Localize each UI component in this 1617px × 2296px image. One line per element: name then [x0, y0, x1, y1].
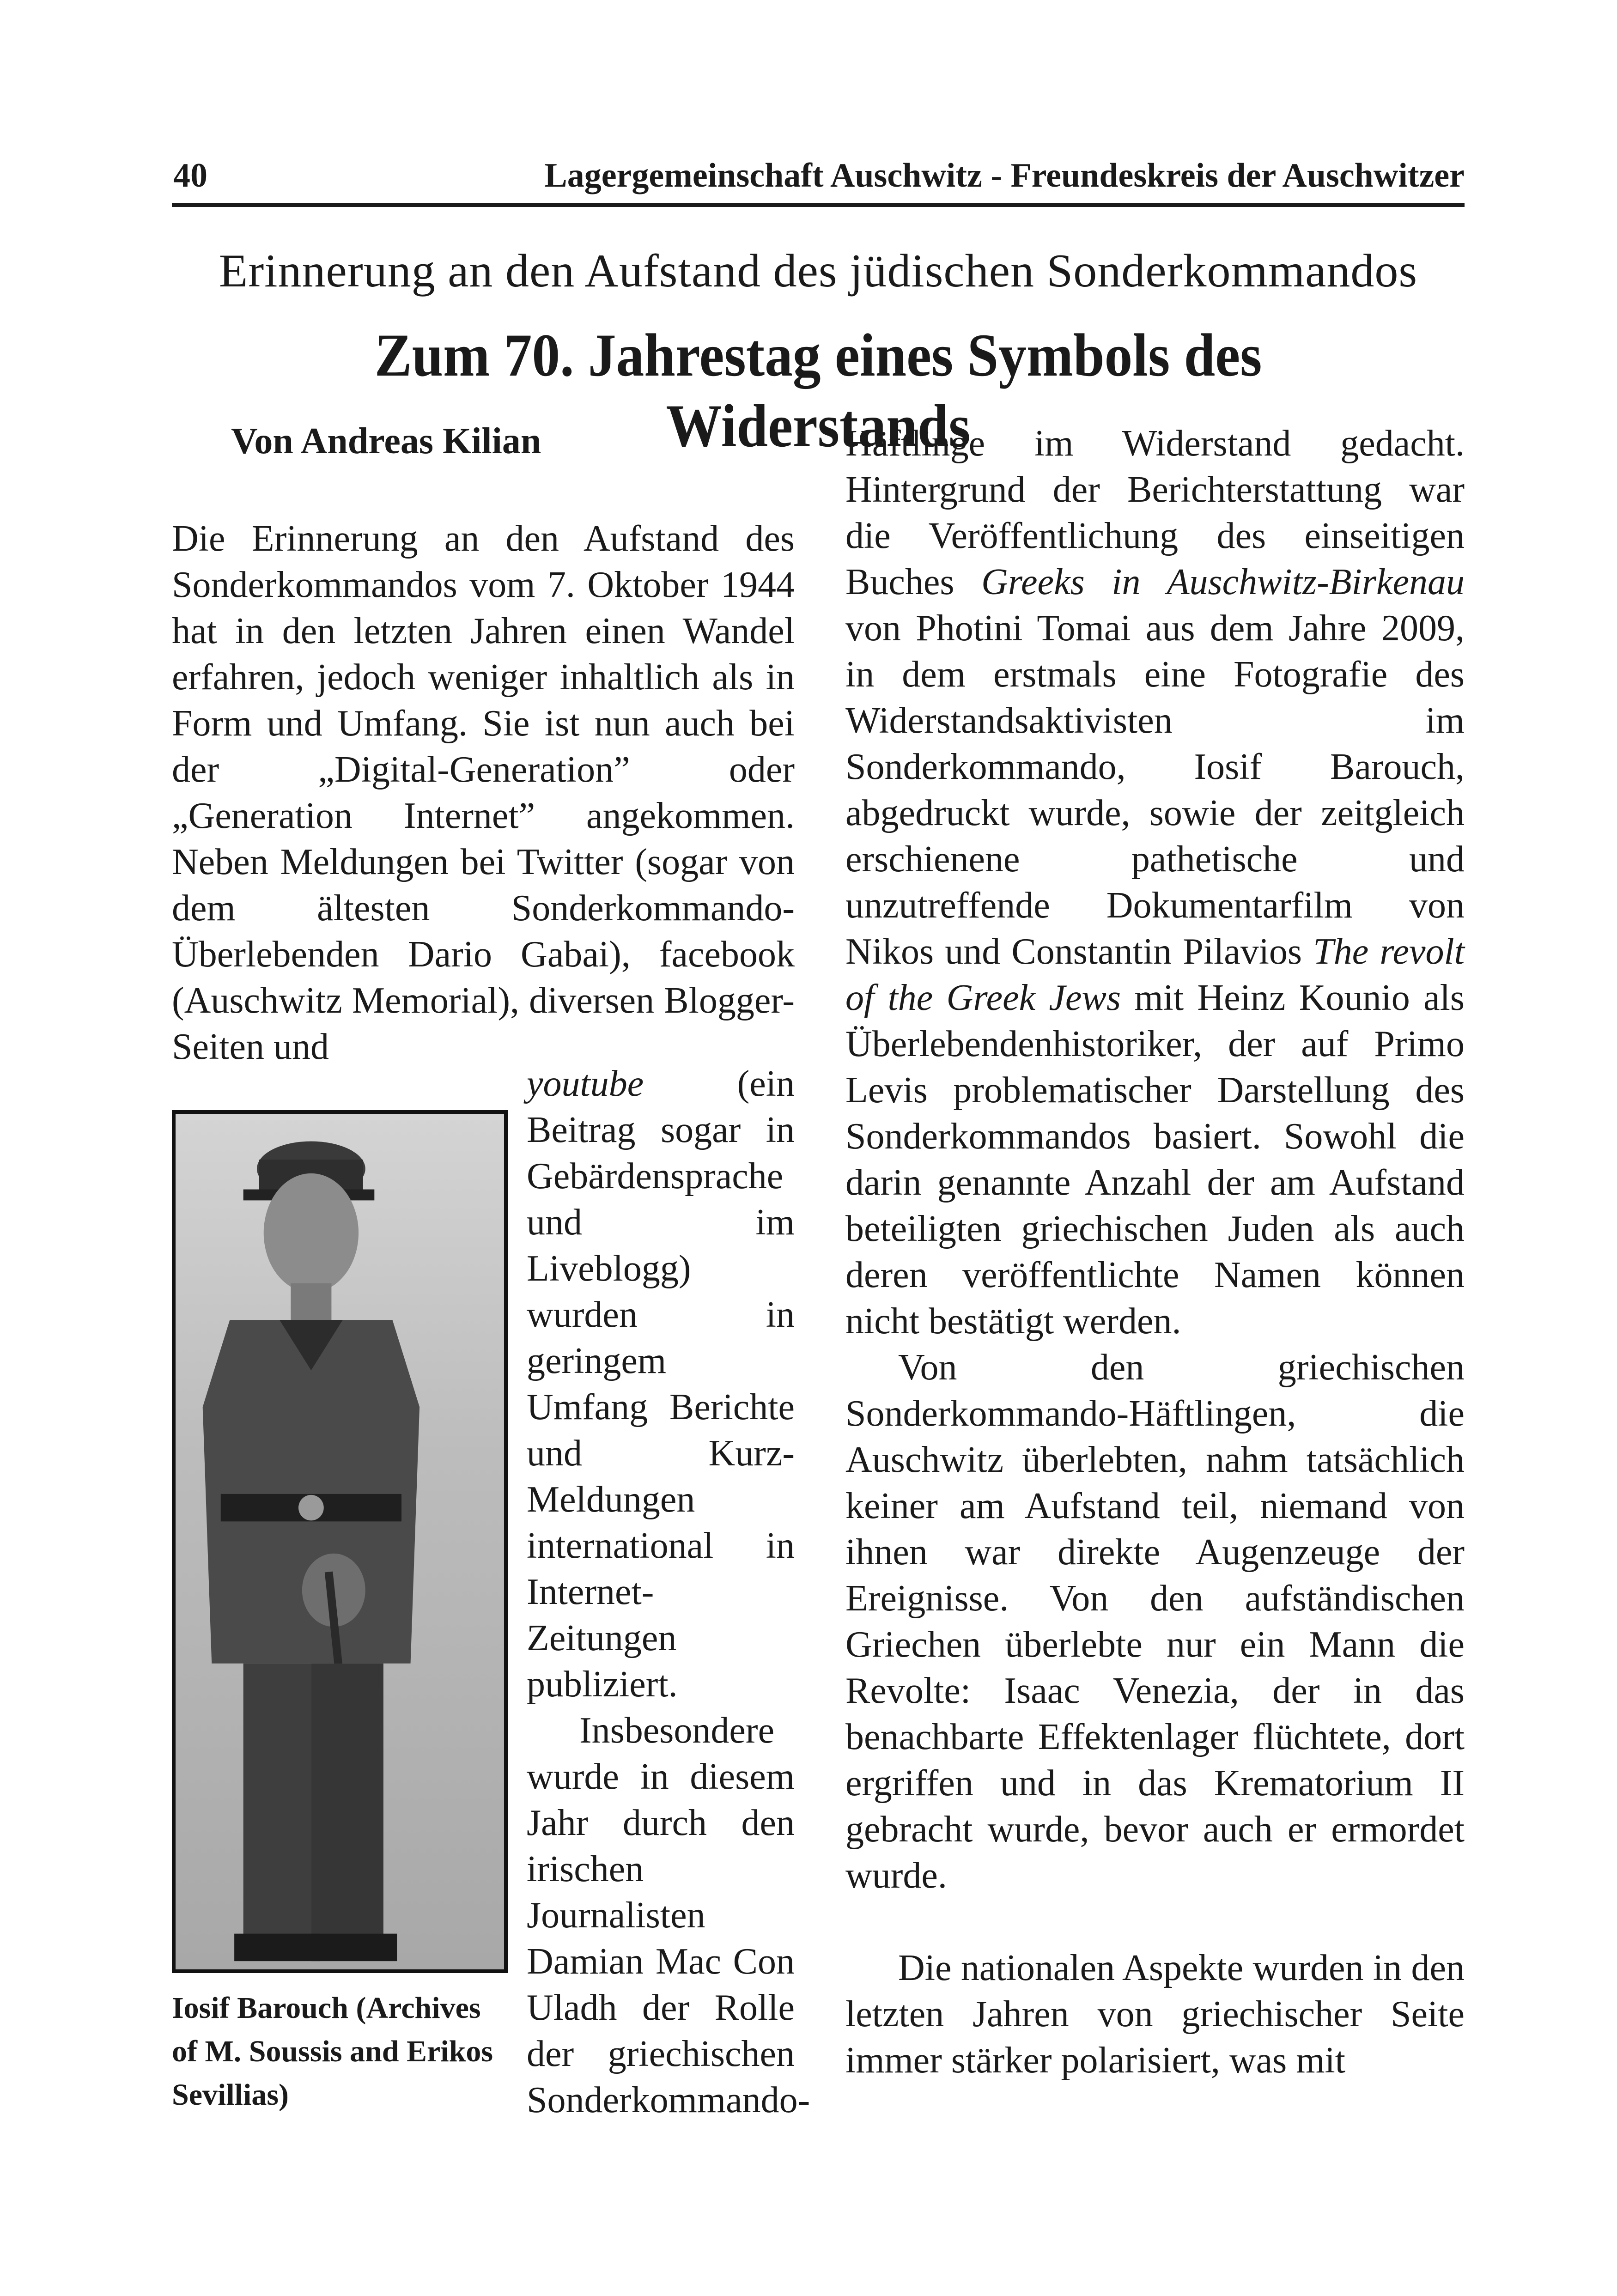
- paragraph-intro: Die Erinnerung an den Aufstand des Sonderkommandos vom 7. Oktober 1944 hat in den letzten Jahren einen Wandel erfahren, jedoch weniger inhaltlich als in Form und Umfang. Sie ist nun auch bei der „Digital-Generation” oder „Generation Internet” angekommen. Neben Meldungen bei Twitter (sogar von dem ältesten Sonderkommando-Überlebenden Dario Gabai), facebook (Auschwitz Memorial), diversen Blogger-Seiten und: [172, 518, 795, 1067]
- article-subtitle: Erinnerung an den Aufstand des jüdischen Sonderkommandos: [219, 245, 1418, 297]
- book-title: Greeks in Auschwitz-Birkenau: [981, 562, 1465, 602]
- paragraph-intro-rest: (ein Beitrag sogar in Gebärdensprache und im Liveblogg) wurden in geringem Umfang Berichte und Kurz-Meldungen international in Internet-Zeitungen publiziert.: [527, 1063, 795, 1705]
- body-right-column: [845, 420, 1465, 2083]
- paragraph-intro-continued: [527, 1061, 795, 1707]
- page-number: 40: [173, 157, 207, 194]
- photo-caption: Iosif Barouch (Archives of M. Soussis and Erikos Sevillias): [172, 1991, 493, 2112]
- body-left-column-narrow: [527, 1061, 810, 2123]
- film-title: The revolt of the Greek Jews: [845, 931, 1465, 1018]
- body-left-column-top: [172, 516, 795, 1070]
- portrait-photo: [172, 1110, 508, 1973]
- byline: Von Andreas Kilian: [231, 421, 541, 462]
- paragraph-right-third: Die nationalen Aspekte wurden in den letzten Jahren von griechischer Seite immer stärker polarisiert, was mit: [845, 1948, 1465, 2081]
- paragraph-second: Insbesondere wurde in diesem Jahr durch den irischen Journalisten Damian Mac Con Uladh der Rolle der griechischen Sonderkommando-: [527, 1710, 810, 2120]
- text-run: mit Heinz Kounio als Überlebendenhistoriker, der auf Primo Levis problematischer Darstellung des Sonderkommandos basiert. Sowohl die darin genannte Anzahl der am Aufstand beteiligten griechischen Juden als auch deren veröffentlichte Namen können nicht bestätigt werden.: [845, 978, 1465, 1342]
- paragraph-right-second: Von den griechischen Sonderkommando-Häftlingen, die Auschwitz überlebten, nahm tatsächlich keiner am Aufstand teil, niemand von ihnen war direkte Augenzeuge der Ereignisse. Von den aufständischen Griechen überlebte nur ein Mann die Revolte: Isaac Venezia, der in das benachbarte Effektenlager flüchtete, dort ergriffen und in das Krematorium II gebracht wurde, bevor auch er ermordet wurde.: [845, 1347, 1465, 1896]
- youtube-mention: youtube: [527, 1063, 644, 1104]
- running-head: Lagergemeinschaft Auschwitz - Freundeskreis der Auschwitzer: [544, 157, 1465, 194]
- soldier-portrait-illustration: [176, 1114, 504, 1969]
- header-rule: [172, 203, 1465, 207]
- paragraph-right-first: [845, 420, 1465, 1344]
- text-run: von Photini Tomai aus dem Jahre 2009, in dem erstmals eine Fotografie des Widerstandsaktivisten im Sonderkommando, Iosif Barouch, abgedruckt wurde, sowie der zeitgleich erschienene pathetische und unzutreffende Dokumentarfilm von Nikos und Constantin Pilavios: [845, 608, 1465, 972]
- text-run: Häftlinge im Widerstand gedacht. Hintergrund der Berichterstattung war die Veröffentlichung des einseitigen Buches: [845, 423, 1465, 602]
- article-title: Zum 70. Jahrestag eines Symbols des Widerstands: [374, 321, 1262, 460]
